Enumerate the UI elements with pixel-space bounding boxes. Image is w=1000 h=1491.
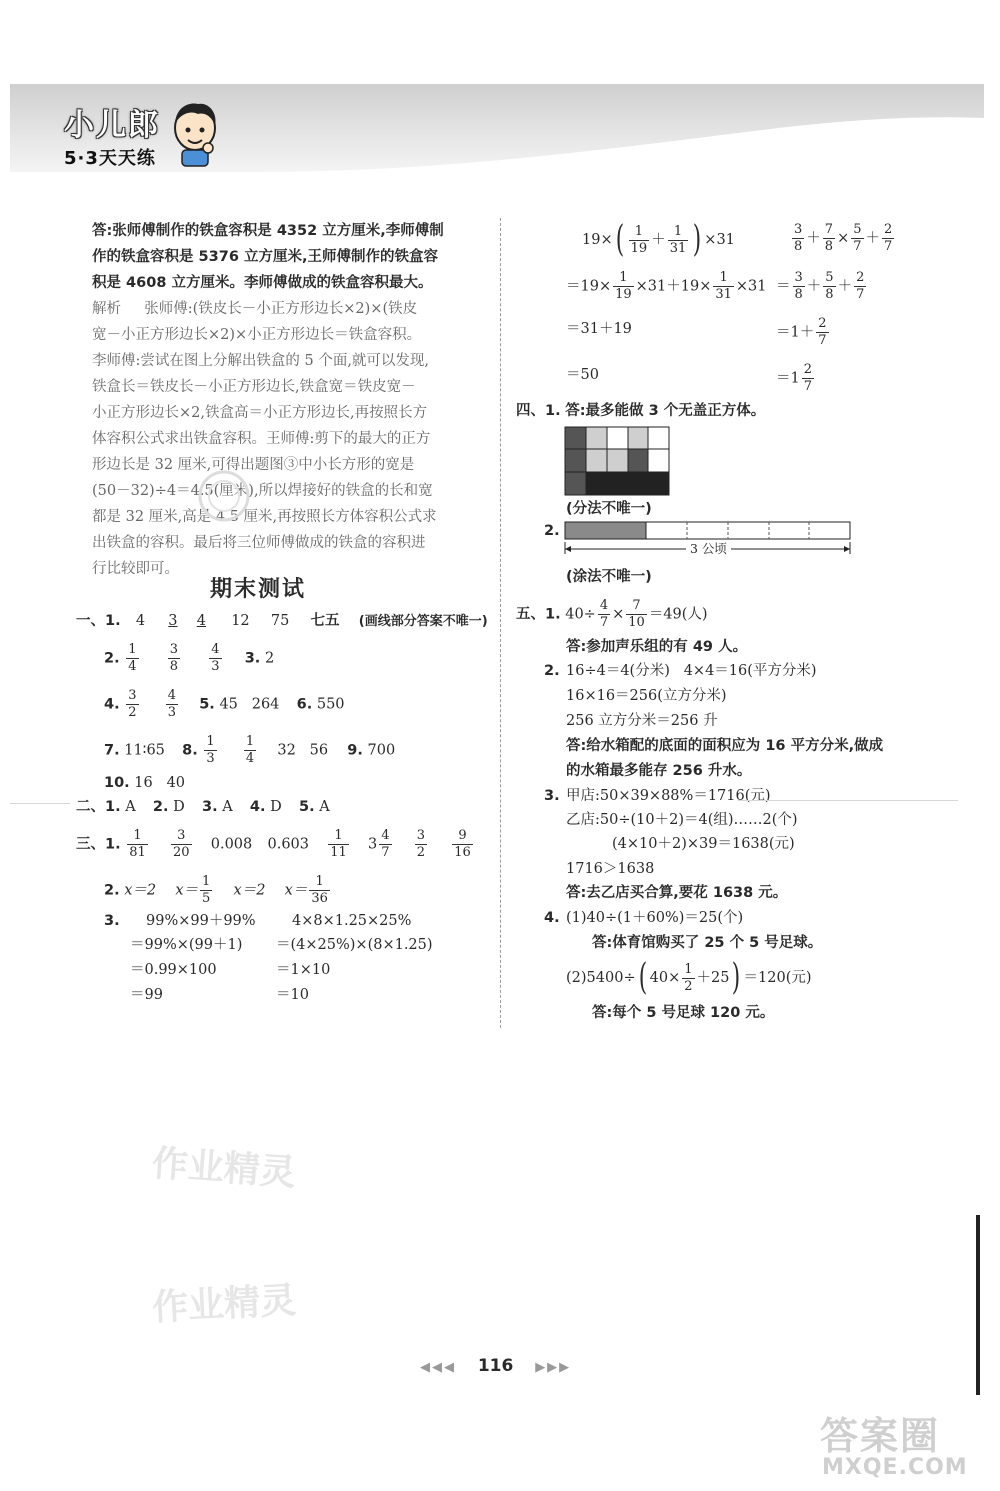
calc1-line4: ＝50 xyxy=(566,367,599,383)
watermark-text: 作业精灵 xyxy=(151,1280,298,1329)
q5-3-answer: 答:去乙店买合算,要花 1638 元。 xyxy=(566,885,788,901)
q4-2-label: 2. xyxy=(544,523,560,539)
analysis-line: 宽－小正方形边长×2)×小正方形边长＝铁盒容积。 xyxy=(92,327,422,343)
analysis-label: 解析 xyxy=(92,301,121,317)
calc2-line2: ＝ $\frac{3}{8}$ ＋ $\frac{5}{8}$ ＋ $\frac{2}{7}$ xyxy=(776,270,865,302)
q3-2-line: 2. x＝2 x＝ $\frac{1}{5}$ x＝2 x＝ $\frac{1}{36}$ xyxy=(104,874,328,906)
mascot-boy-icon xyxy=(168,98,222,168)
calc-b-line: ＝1×10 xyxy=(276,962,331,978)
site-url-watermark: MXQE.COM xyxy=(822,1455,968,1480)
calc-a-line: ＝99 xyxy=(130,987,163,1003)
site-logo-watermark: 答案圈 xyxy=(820,1414,941,1458)
q1-7-line: 7. 11∶65 8. $\frac{1}{3}$ $\frac{1}{4}$ 32 56 9. 700 xyxy=(104,734,396,766)
calc1-line2: ＝19× $\frac{1}{19}$ ×31＋19× $\frac{1}{31}$ ×31 xyxy=(566,270,767,302)
calc2-line1: $\frac{3}{8}$ ＋ $\frac{7}{8}$ × $\frac{5}{7}$ ＋ $\frac{2}{7}$ xyxy=(794,222,893,254)
calc2-line4: ＝1 $\frac{2}{7}$ xyxy=(776,362,813,394)
next-arrows-icon: ▶▶▶ xyxy=(535,1360,572,1375)
q5-2-line: 16÷4＝4(分米) 4×4＝16(平方分米) xyxy=(566,663,817,679)
q5-4-answer: 答:体育馆购买了 25 个 5 号足球。 xyxy=(592,935,823,951)
q5-2-line: 16×16＝256(立方分米) xyxy=(566,688,727,704)
page-number: 116 xyxy=(477,1356,514,1376)
q1-line: 一、1. 4 3 4 12 75 七五 (画线部分答案不唯一) xyxy=(76,613,488,629)
calc-b-line: ＝(4×25%)×(8×1.25) xyxy=(276,937,433,953)
q5-3-line: (4×10＋2)×39＝1638(元) xyxy=(612,836,795,852)
q5-4-answer: 答:每个 5 号足球 120 元。 xyxy=(592,1005,775,1021)
q3-3-label: 3. xyxy=(104,913,120,929)
analysis-line: 李师傅:尝试在图上分解出铁盒的 5 个面,就可以发现, xyxy=(92,353,430,369)
q5-4-label: 4. xyxy=(544,910,560,926)
q5-4-line2: (2)5400÷( 40× $\frac{1}{2}$ ＋25) ＝120(元) xyxy=(566,957,812,998)
q1-2-line: 2. $\frac{1}{4}$ $\frac{3}{8}$ $\frac{4}{3}$ 3. 2 xyxy=(104,642,275,674)
analysis-line: 张师傅:(铁皮长－小正方形边长×2)×(铁皮 xyxy=(144,301,418,317)
q5-3-label: 3. xyxy=(544,788,560,804)
calc-b-line: ＝10 xyxy=(276,987,309,1003)
calc2-line3: ＝1＋ $\frac{2}{7}$ xyxy=(776,316,827,348)
watermark-text: 作业精灵 xyxy=(150,1143,298,1194)
analysis-line: 小正方形边长×2,铁盒高＝小正方形边长,再按照长方 xyxy=(92,405,428,421)
q5-2-label: 2. xyxy=(544,663,560,679)
analysis-line: 形边长是 32 厘米,可得出题图③中小长方形的宽是 xyxy=(92,457,415,473)
calc-a-line: 99%×99＋99% xyxy=(146,913,256,929)
q5-3-line: 1716＞1638 xyxy=(566,861,655,877)
analysis-line: 出铁盒的容积。最后将三位师傅做成的铁盒的容积进 xyxy=(92,535,426,551)
q5-3-line: 乙店:50÷(10＋2)＝4(组)……2(个) xyxy=(566,812,798,828)
q4-1-line: 四、1. 答:最多能做 3 个无盖正方体。 xyxy=(516,403,766,419)
q5-4-line: (1)40÷(1＋60%)＝25(个) xyxy=(566,910,744,926)
scan-line xyxy=(10,803,70,804)
q3-1-line: 三、1. $\frac{1}{81}$ $\frac{3}{20}$ 0.008 0.603 $\frac{1}{11}$ 3 $\frac{4}{7}$ $\frac{3}{2}$ $\frac{9}{16}$ xyxy=(76,828,471,860)
q5-3-line: 甲店:50×39×88%＝1716(元) xyxy=(566,788,771,804)
answer-line-3: 积是 4608 立方厘米。李师傅做成的铁盒容积最大。 xyxy=(92,275,433,291)
section-title: 期末测试 xyxy=(210,577,307,602)
calc1-line3: ＝31＋19 xyxy=(566,321,632,337)
page-edge xyxy=(976,1215,980,1395)
q2-line: 二、1. A 2. D 3. A 4. D 5. A xyxy=(76,799,330,815)
bar-label: 3 公顷 xyxy=(686,541,731,557)
q5-2-answer: 的水箱最多能存 256 升水。 xyxy=(566,763,752,779)
analysis-line: 体容积公式求出铁盒容积。王师傅:剪下的最大的正方 xyxy=(92,431,431,447)
q5-1-answer: 答:参加声乐组的有 49 人。 xyxy=(566,639,748,655)
prev-arrows-icon: ◀◀◀ xyxy=(420,1360,456,1375)
analysis-line: 都是 32 厘米,高是 4.5 厘米,再按照长方体容积公式求 xyxy=(92,509,437,525)
q1-4-line: 4. $\frac{3}{2}$ $\frac{4}{3}$ 5. 45 264 6. 550 xyxy=(104,688,345,720)
scan-line xyxy=(738,800,958,801)
q5-2-answer: 答:给水箱配的底面的面积应为 16 平方分米,做成 xyxy=(566,738,884,754)
analysis-line: (50－32)÷4＝4.5(厘米),所以焊接好的铁盒的长和宽 xyxy=(92,483,433,499)
calc-b-line: 4×8×1.25×25% xyxy=(292,913,412,929)
answer-line-2: 作的铁盒容积是 5376 立方厘米,王师傅制作的铁盒容 xyxy=(92,249,438,265)
calc-a-line: ＝0.99×100 xyxy=(130,962,217,978)
q4-note2: (涂法不唯一) xyxy=(566,569,652,585)
answer-line-1: 答:张师傅制作的铁盒容积是 4352 立方厘米,李师傅制 xyxy=(92,223,444,239)
analysis-line: 行比较即可。 xyxy=(92,561,179,577)
column-divider xyxy=(500,218,501,1028)
analysis-block xyxy=(92,296,417,322)
brand-subtitle: 5·3天天练 xyxy=(64,148,156,169)
calc1-line1: 19×( $\frac{1}{19}$ ＋ $\frac{1}{31}$ ) ×31 xyxy=(582,219,735,260)
stamp-watermark-icon xyxy=(196,468,252,524)
q5-1-line: 五、1. 40÷ $\frac{4}{7}$ × $\frac{7}{10}$ ＝49(人) xyxy=(516,598,708,630)
q1-10-line: 10. 16 40 xyxy=(104,775,186,791)
q5-2-line: 256 立方分米＝256 升 xyxy=(566,713,718,729)
analysis-line: 铁盒长＝铁皮长－小正方形边长,铁盒宽＝铁皮宽－ xyxy=(92,379,416,395)
page-footer xyxy=(420,1356,571,1376)
q4-note1: (分法不唯一) xyxy=(566,501,652,517)
net-grid-diagram xyxy=(564,426,670,496)
calc-a-line: ＝99%×(99＋1) xyxy=(130,937,243,953)
brand-title: 小儿郎 xyxy=(64,108,160,143)
